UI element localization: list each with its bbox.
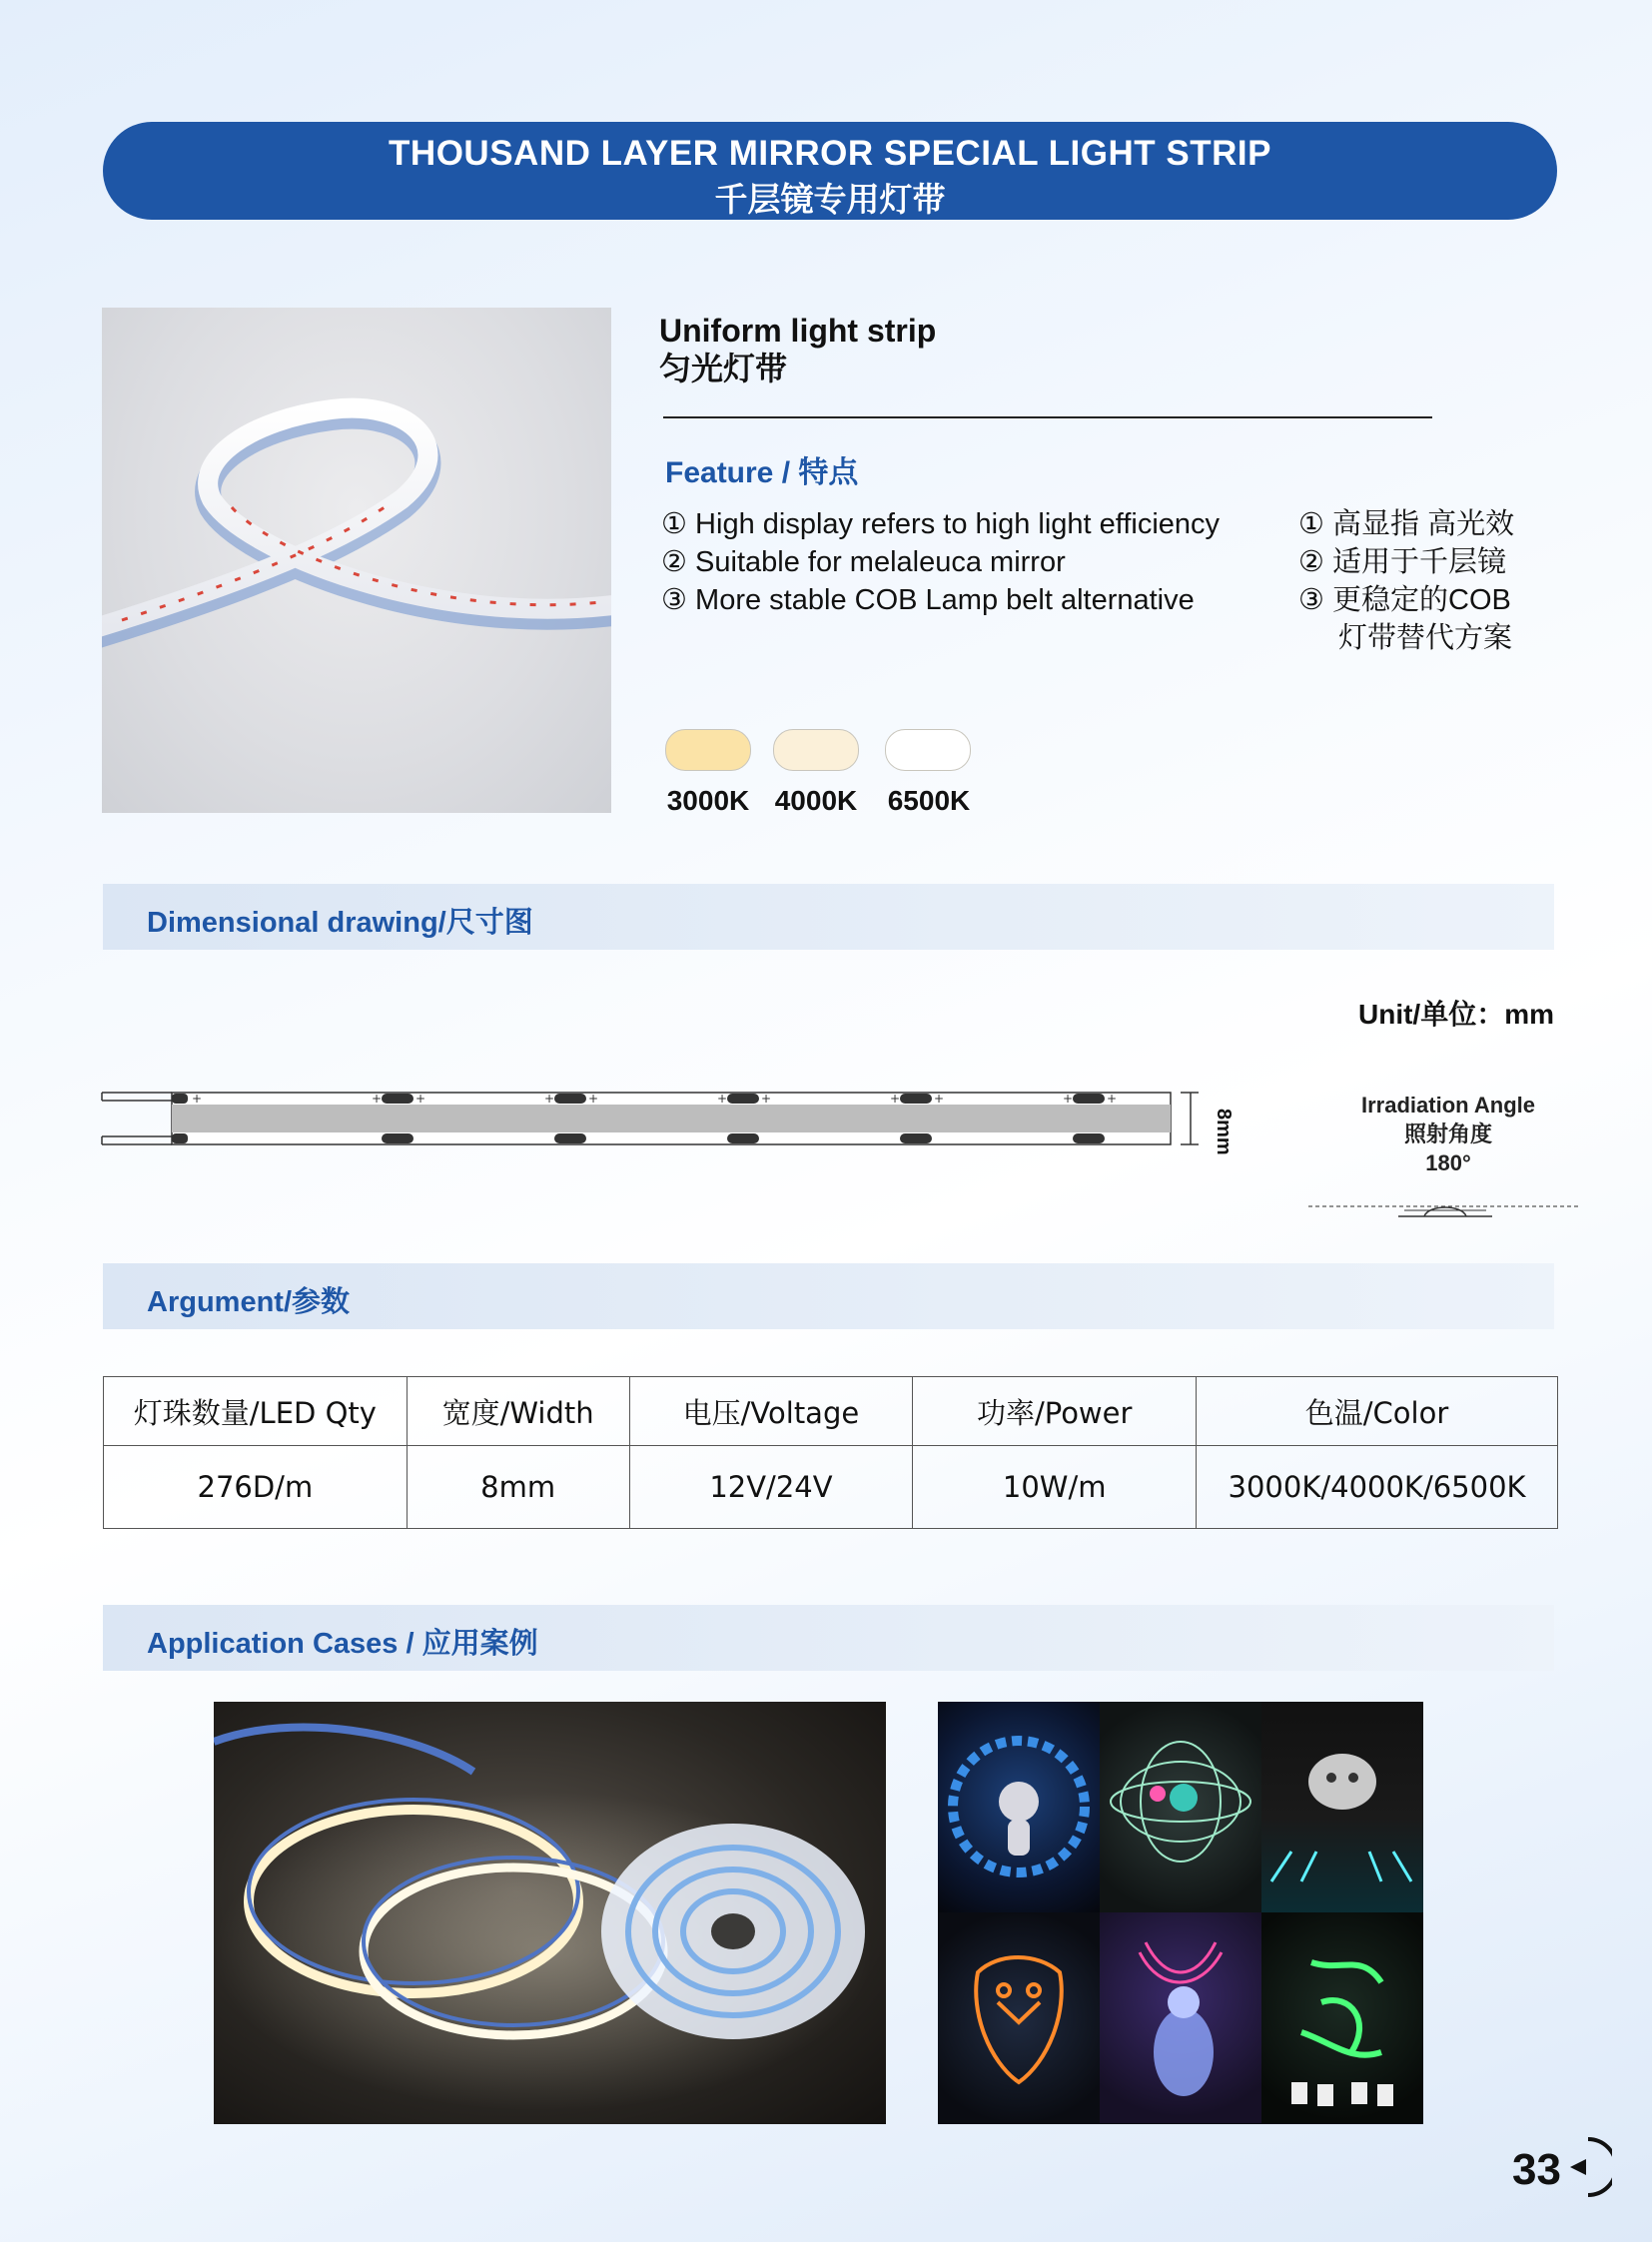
feature-en-item: ① High display refers to high light efficiency — [661, 508, 1221, 540]
page-number: 33 — [1512, 2145, 1561, 2194]
product-name-cn: 匀光灯带 — [659, 351, 788, 386]
collage-tile — [1100, 1702, 1261, 1912]
spec-value-led-qty: 276D/m — [104, 1446, 408, 1529]
header-banner — [103, 122, 1557, 220]
feature-title: Feature / 特点 — [665, 456, 859, 489]
spec-header-color: 色温/Color — [1197, 1377, 1558, 1446]
page-arrow-icon — [1564, 2135, 1612, 2199]
svg-text:+: + — [1063, 1092, 1074, 1106]
svg-text:+: + — [192, 1092, 203, 1106]
svg-text:+: + — [588, 1092, 599, 1106]
collage-tile — [938, 1912, 1100, 2123]
collage-tile — [938, 1702, 1100, 1912]
section-title-argument: Argument/参数 — [147, 1286, 351, 1318]
svg-text:+: + — [544, 1092, 555, 1106]
irradiation-diagram — [1306, 1194, 1582, 1224]
feature-en-item: ② Suitable for melaleuca mirror — [661, 546, 1066, 578]
spec-header-width: 宽度/Width — [407, 1377, 629, 1446]
irradiation-value: 180° — [1425, 1150, 1471, 1175]
swatch-4000k — [773, 729, 859, 771]
irradiation-angle — [1318, 1091, 1578, 1177]
header-title-cn: 千层镜专用灯带 — [714, 181, 946, 218]
feature-cn-item: ① 高显指 高光效 — [1298, 508, 1515, 540]
header-title-en: THOUSAND LAYER MIRROR SPECIAL LIGHT STRIP — [389, 134, 1271, 173]
collage-tile — [1100, 1912, 1261, 2123]
product-title — [659, 312, 936, 387]
dimension-drawing — [100, 1079, 1229, 1168]
collage-tile — [1261, 1912, 1423, 2123]
spec-header-led-qty: 灯珠数量/LED Qty — [104, 1377, 408, 1446]
spec-value-width: 8mm — [407, 1446, 629, 1529]
swatch-6500k — [885, 729, 971, 771]
spec-value-voltage: 12V/24V — [629, 1446, 913, 1529]
product-photo — [102, 308, 611, 813]
spec-header-voltage: 电压/Voltage — [629, 1377, 913, 1446]
svg-text:+: + — [890, 1092, 901, 1106]
section-bar-dimensional — [103, 884, 1554, 950]
features-cn-list — [1298, 505, 1558, 657]
glowing-strip-illustration — [214, 1702, 886, 2124]
svg-text:+: + — [934, 1092, 945, 1106]
product-name-en: Uniform light strip — [659, 313, 937, 349]
swatch-label-3000k: 3000K — [666, 785, 750, 816]
application-photo-mirror-collage — [938, 1702, 1423, 2124]
collage-tile — [1261, 1702, 1423, 1912]
svg-text:+: + — [717, 1092, 728, 1106]
section-bar-application — [103, 1605, 1554, 1671]
feature-cn-item: ③ 更稳定的COB — [1298, 584, 1511, 616]
spec-table-row — [104, 1446, 1558, 1529]
svg-text:+: + — [761, 1092, 772, 1106]
swatch-label-4000k: 4000K — [774, 785, 858, 816]
spec-value-power: 10W/m — [913, 1446, 1197, 1529]
irradiation-label-cn: 照射角度 — [1403, 1121, 1492, 1146]
svg-text:+: + — [372, 1092, 383, 1106]
section-title-application: Application Cases / 应用案例 — [147, 1628, 538, 1660]
swatch-label-6500k: 6500K — [887, 785, 971, 816]
section-bar-argument — [103, 1263, 1554, 1329]
spec-table — [103, 1376, 1558, 1529]
svg-text:+: + — [415, 1092, 426, 1106]
width-label: 8mm — [1213, 1109, 1235, 1155]
spec-header-power: 功率/Power — [913, 1377, 1197, 1446]
unit-label: Unit/单位：mm — [1358, 999, 1555, 1030]
spec-table-header-row — [104, 1377, 1558, 1446]
light-strip-illustration — [102, 308, 611, 813]
swatch-3000k — [665, 729, 751, 771]
irradiation-label-en: Irradiation Angle — [1361, 1093, 1535, 1118]
feature-en-item: ③ More stable COB Lamp belt alternative — [661, 584, 1195, 616]
features-en-list — [661, 505, 1280, 619]
feature-cn-item: 灯带替代方案 — [1338, 622, 1513, 654]
spec-value-color: 3000K/4000K/6500K — [1197, 1446, 1558, 1529]
feature-cn-item: ② 适用于千层镜 — [1298, 546, 1507, 578]
section-title-dimensional: Dimensional drawing/尺寸图 — [147, 907, 533, 939]
application-photo-strip-reels — [214, 1702, 886, 2124]
svg-text:+: + — [1107, 1092, 1118, 1106]
title-divider — [663, 416, 1432, 418]
